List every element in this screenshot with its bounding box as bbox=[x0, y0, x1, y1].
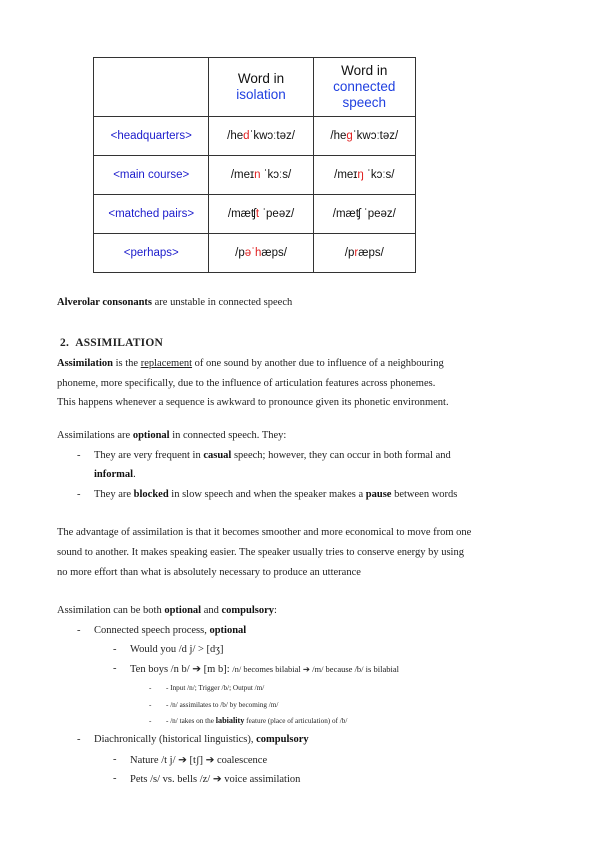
bullet-dash: - bbox=[149, 684, 152, 692]
list-part: Ten boys /n b/ ➔ [m b]: bbox=[130, 664, 233, 675]
bullet-part: speech; however, they can occur in both formal and bbox=[231, 450, 451, 461]
table-row bbox=[94, 234, 416, 273]
bullet-dash: - bbox=[113, 754, 117, 765]
list-pets: Pets /s/ vs. bells /z/ ➔ voice assimilation bbox=[130, 774, 301, 785]
header-empty-cell bbox=[94, 58, 209, 117]
ipa-part: ˈkwɔːtəz/ bbox=[249, 130, 295, 142]
alveolar-sentence bbox=[57, 297, 292, 308]
word-cell: <main course> bbox=[94, 156, 209, 195]
ipa-highlight: əˈh bbox=[244, 247, 262, 259]
isolation-transcription bbox=[209, 234, 313, 273]
list-bold: optional bbox=[209, 625, 247, 636]
header-isolation-line1: Word in bbox=[237, 71, 285, 86]
ipa-highlight: r bbox=[354, 247, 359, 259]
list-part: Diachronically (historical linguistics), bbox=[94, 734, 257, 745]
ipa-part: /he bbox=[330, 130, 347, 142]
list-part: feature (place of articulation) of /b/ bbox=[244, 717, 348, 725]
list-bold: compulsory bbox=[256, 734, 309, 745]
list-connected bbox=[94, 625, 246, 636]
both-bold: compulsory bbox=[221, 605, 275, 616]
ipa-part: ˈkwɔːtəz/ bbox=[352, 130, 399, 142]
ipa-part: /he bbox=[227, 130, 244, 142]
ipa-highlight: g bbox=[346, 130, 353, 142]
ipa-part: ˈpeəz/ bbox=[360, 208, 396, 220]
both-bold: optional bbox=[164, 605, 202, 616]
isolation-transcription bbox=[209, 156, 313, 195]
definition-line-1 bbox=[57, 358, 444, 369]
table-row bbox=[94, 117, 416, 156]
definition-line-3: This happens whenever a sequence is awkward to pronounce given its phonetic environment. bbox=[57, 397, 449, 408]
isolation-transcription bbox=[209, 117, 313, 156]
ipa-part: /meɪ bbox=[230, 169, 255, 181]
ipa-highlight: ŋ bbox=[357, 169, 364, 181]
bullet-blocked bbox=[94, 489, 457, 500]
advantage-line-2: sound to another. It makes speaking easier. The speaker usually tries to conserve energy by using bbox=[57, 547, 464, 558]
ipa-part: æps/ bbox=[358, 247, 384, 259]
table-header-row bbox=[94, 58, 416, 117]
connected-transcription bbox=[313, 156, 415, 195]
definition-underlined: replacement bbox=[140, 358, 193, 369]
definition-bold: Assimilation bbox=[57, 358, 114, 369]
connected-transcription bbox=[313, 195, 415, 234]
bullet-casual-line2 bbox=[94, 469, 136, 480]
header-connected-line1: Word in bbox=[341, 63, 388, 78]
sub-labiality bbox=[166, 716, 347, 725]
list-diachronic bbox=[94, 734, 309, 745]
bullet-part: in slow speech and when the speaker makes a bbox=[168, 489, 366, 500]
definition-part: of one sound by another due to influence of a neighbouring bbox=[192, 358, 444, 369]
sub-input-trigger: - Input /n/; Trigger /b/; Output /m/ bbox=[166, 684, 265, 692]
header-connected-line2: connected bbox=[333, 79, 396, 94]
word-comparison-table bbox=[93, 57, 416, 273]
header-isolation-cell bbox=[209, 58, 313, 117]
word-cell: <matched pairs> bbox=[94, 195, 209, 234]
bullet-dash: - bbox=[113, 773, 117, 784]
advantage-line-1: The advantage of assimilation is that it becomes smoother and more economical to move from one bbox=[57, 527, 472, 538]
ipa-part: /p bbox=[344, 247, 355, 259]
header-isolation-line2: isolation bbox=[236, 87, 286, 102]
connected-transcription bbox=[313, 234, 415, 273]
sub-assimilates: - /n/ assimilates to /b/ by becoming /m/ bbox=[166, 701, 279, 709]
isolation-transcription bbox=[209, 195, 313, 234]
bullet-casual bbox=[94, 450, 451, 461]
intro-part: in connected speech. They: bbox=[169, 430, 287, 441]
bullet-dash: - bbox=[113, 663, 117, 674]
list-ten-boys bbox=[130, 663, 399, 675]
section-number: 2. bbox=[60, 337, 70, 349]
list-nature: Nature /t j/ ➔ [tʃ] ➔ coalescence bbox=[130, 755, 268, 766]
bullet-part: They are very frequent in bbox=[94, 450, 204, 461]
bullet-part: . bbox=[133, 469, 136, 480]
advantage-line-3: no more effort than what is absolutely necessary to produce an utterance bbox=[57, 567, 361, 578]
list-note: /n/ becomes bilabial ➔ /m/ because /b/ is bilabial bbox=[232, 664, 399, 674]
bullet-bold: casual bbox=[203, 450, 232, 461]
table-row bbox=[94, 156, 416, 195]
ipa-part: ˈpeəz/ bbox=[259, 208, 295, 220]
ipa-part: ˈkɔːs/ bbox=[363, 169, 395, 181]
bullet-dash: - bbox=[77, 450, 81, 461]
both-part: : bbox=[274, 605, 277, 616]
ipa-highlight: d bbox=[243, 130, 250, 142]
list-part: Connected speech process, bbox=[94, 625, 210, 636]
ipa-part: /mæʧ bbox=[332, 208, 361, 220]
definition-part: is the bbox=[113, 358, 141, 369]
ipa-part: /mæʧ bbox=[227, 208, 256, 220]
ipa-part: /meɪ bbox=[334, 169, 358, 181]
definition-line-2: phoneme, more specifically, due to the influence of articulation features across phonemes. bbox=[57, 378, 436, 389]
ipa-part: æps/ bbox=[261, 247, 287, 259]
both-sentence bbox=[57, 605, 277, 616]
bullet-part: They are bbox=[94, 489, 134, 500]
intro-bold: optional bbox=[132, 430, 170, 441]
table-row bbox=[94, 195, 416, 234]
section-title: ASSIMILATION bbox=[75, 337, 164, 349]
section-heading bbox=[60, 337, 163, 349]
ipa-highlight: n bbox=[254, 169, 261, 181]
list-bold: labiality bbox=[215, 716, 245, 725]
both-part: and bbox=[201, 605, 222, 616]
alveolar-bold: Alverolar consonants bbox=[57, 297, 152, 308]
bullet-part: between words bbox=[391, 489, 458, 500]
bullet-dash: - bbox=[77, 489, 81, 500]
bullet-bold: informal bbox=[94, 469, 134, 480]
ipa-part: /p bbox=[235, 247, 245, 259]
bullet-bold: blocked bbox=[133, 489, 169, 500]
ipa-part: ˈkɔːs/ bbox=[260, 169, 292, 181]
connected-transcription bbox=[313, 117, 415, 156]
ipa-highlight: t bbox=[255, 208, 260, 220]
both-part: Assimilation can be both bbox=[57, 605, 165, 616]
bullet-dash: - bbox=[77, 734, 81, 745]
bullet-dash: - bbox=[149, 717, 152, 725]
word-cell: <perhaps> bbox=[94, 234, 209, 273]
intro-part: Assimilations are bbox=[57, 430, 133, 441]
optional-intro bbox=[57, 430, 286, 441]
list-would-you: Would you /d j/ > [dʒ] bbox=[130, 644, 224, 655]
header-connected-line3: speech bbox=[342, 95, 387, 110]
bullet-dash: - bbox=[77, 625, 81, 636]
word-cell: <headquarters> bbox=[94, 117, 209, 156]
bullet-dash: - bbox=[113, 644, 117, 655]
bullet-dash: - bbox=[149, 701, 152, 709]
bullet-bold: pause bbox=[365, 489, 392, 500]
list-part: - /n/ takes on the bbox=[166, 717, 216, 725]
alveolar-rest: are unstable in connected speech bbox=[152, 297, 293, 308]
header-connected-cell bbox=[313, 58, 415, 117]
